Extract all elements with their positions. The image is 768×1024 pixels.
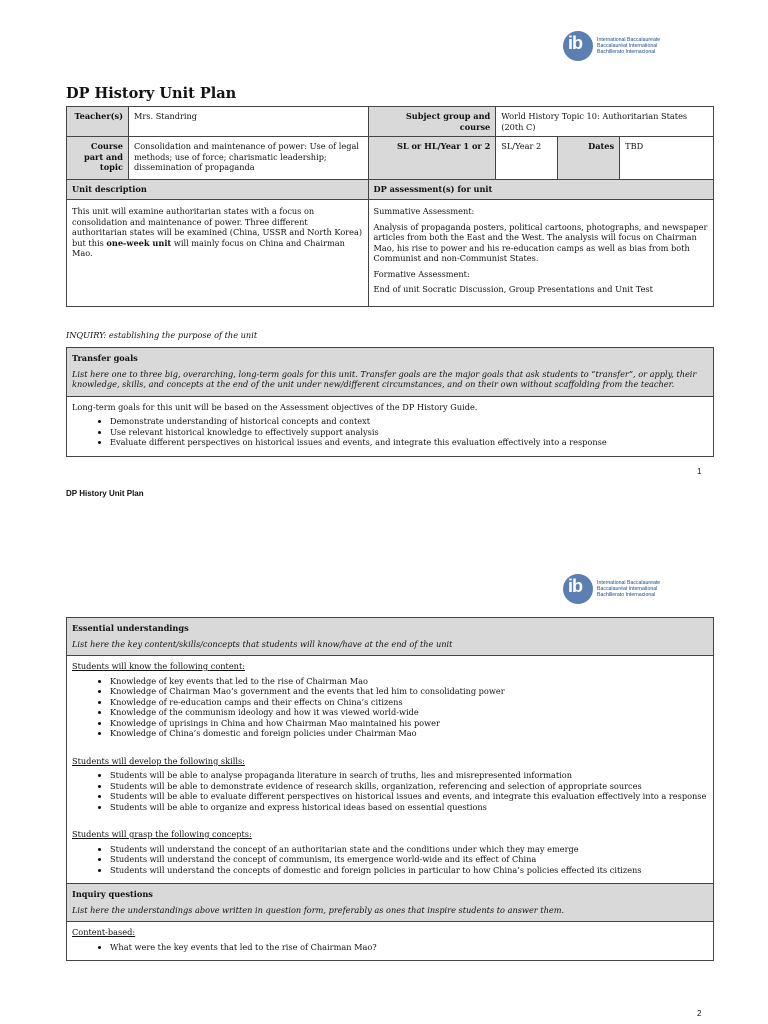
skills-label: Students will develop the following skills:: [72, 755, 245, 766]
subject-value: World History Topic 10: Authoritarian States (20th C): [496, 107, 714, 137]
subject-label: Subject group and course: [368, 107, 496, 137]
ib-logo-icon: [563, 574, 593, 604]
unit-description-text: This unit will examine authoritarian states with a focus on consolidation and maintenance of power. Three different authoritarian states will be examined (China, USSR and North Korea) but this one-week unit will mainly focus on China and Chairman Mao.: [67, 200, 369, 307]
inquiry-questions-body: [67, 922, 713, 960]
page-number: 2: [697, 1009, 702, 1018]
list-item: • Knowledge of Chairman Mao’s government and the events that led him to consolidating power: [110, 686, 708, 697]
inquiry-questions-list: [72, 942, 708, 953]
content-based-label: Content-based:: [72, 927, 136, 937]
inquiry-questions-header: [67, 883, 713, 922]
summative-text: Analysis of propaganda posters, political cartoons, photographs, and newspaper articles from both the East and the West. The analysis will focus on Chairman Mao, his rise to power and his re-education camps as well as bias from both Communist and non-Communist States.: [373, 221, 708, 263]
inquiry-heading: INQUIRY: establishing the purpose of the unit: [66, 330, 258, 340]
inquiry-questions-instructions: List here the understandings above written in question form, preferably as ones that inspire students to answer them.: [72, 904, 565, 915]
list-item: • Students will be able to organize and express historical ideas based on essential questions: [110, 802, 708, 813]
course-part-value: Consolidation and maintenance of power: Use of legal methods; use of force; charismatic leadership; dissemination of propaganda: [128, 137, 368, 180]
dates-value: TBD: [620, 137, 714, 180]
list-item: • Knowledge of key events that led to the rise of Chairman Mao: [110, 676, 708, 687]
list-item: • Knowledge of China’s domestic and foreign policies under Chairman Mao: [110, 728, 708, 739]
essential-understandings-body: [67, 656, 713, 883]
formative-label: Formative Assessment:: [373, 268, 470, 279]
content-label: Students will know the following content:: [72, 661, 245, 671]
ib-logo: [563, 31, 660, 61]
concepts-list: [72, 844, 708, 876]
essential-understandings-header: [67, 618, 713, 656]
ib-logo-text: International Baccalaureate Baccalauréat International Bachillerato Internacional: [597, 36, 661, 56]
teacher-label: Teacher(s): [67, 107, 129, 137]
content-list: [72, 676, 708, 739]
sl-hl-value: SL/Year 2: [496, 137, 558, 180]
essential-understandings-heading: Essential understandings: [72, 623, 189, 633]
list-item: • Students will be able to evaluate different perspectives on historical issues and events, and integrate this evaluation effectively into a response: [110, 791, 708, 802]
list-item: • Students will be able to analyse propaganda literature in search of truths, lies and misrepresented information: [110, 770, 708, 781]
course-part-label: Course part and topic: [67, 137, 129, 180]
list-item: • Students will understand the concept of communism, its emergence world-wide and its effect of China: [110, 854, 708, 865]
dates-label: Dates: [558, 137, 620, 180]
transfer-goals-box: [66, 347, 714, 457]
concepts-label: Students will grasp the following concepts:: [72, 829, 252, 839]
transfer-goals-heading: Transfer goals: [72, 353, 138, 363]
list-item: • What were the key events that led to the rise of Chairman Mao?: [110, 942, 708, 953]
transfer-goals-body: [67, 397, 713, 456]
list-item: • Evaluate different perspectives on historical issues and events, and integrate this evaluation effectively into a response: [110, 437, 708, 448]
summative-label: Summative Assessment:: [373, 206, 475, 216]
unit-length-emphasis: one-week unit: [106, 237, 172, 248]
list-item: • Use relevant historical knowledge to effectively support analysis: [110, 427, 708, 438]
assessment-details: [368, 200, 714, 307]
ib-logo-icon: [563, 31, 593, 61]
assessment-label: DP assessment(s) for unit: [368, 180, 714, 200]
inquiry-questions-heading: Inquiry questions: [72, 889, 153, 899]
skills-list: [72, 770, 708, 812]
ib-logo: [563, 574, 660, 604]
list-item: • Knowledge of uprisings in China and how Chairman Mao maintained his power: [110, 718, 708, 729]
list-item: • Knowledge of re-education camps and their effects on China’s citizens: [110, 697, 708, 708]
page-number: 1: [697, 467, 702, 476]
ib-logo-text: International Baccalaureate Baccalauréat International Bachillerato Internacional: [597, 579, 661, 599]
essential-understandings-instructions: List here the key content/skills/concepts that students will know/have at the end of the unit: [72, 638, 453, 649]
unit-description-label: Unit description: [67, 180, 369, 200]
list-item: • Knowledge of the communism ideology and how it was viewed world-wide: [110, 707, 708, 718]
list-item: • Students will be able to demonstrate evidence of research skills, organization, referencing and selection of appropriate sources: [110, 781, 708, 792]
sl-hl-label: SL or HL/Year 1 or 2: [368, 137, 496, 180]
formative-text: End of unit Socratic Discussion, Group Presentations and Unit Test: [373, 284, 653, 294]
running-head: DP History Unit Plan: [66, 489, 144, 498]
list-item: • Students will understand the concept of an authoritarian state and the conditions under which they may emerge: [110, 844, 708, 855]
transfer-goals-list: [72, 416, 708, 448]
unit-info-table: [66, 106, 714, 307]
transfer-goals-instructions: List here one to three big, overarching, long-term goals for this unit. Transfer goals are the major goals that ask students to “transfer”, or apply, their knowledge, skills, and concepts at the end of the unit under new/different circumstances, and on their own without scaffolding from the teacher.: [72, 368, 697, 389]
list-item: • Demonstrate understanding of historical concepts and context: [110, 416, 708, 427]
transfer-goals-header: [67, 348, 713, 397]
list-item: • Students will understand the concepts of domestic and foreign policies in particular to how China’s policies effected its citizens: [110, 865, 708, 876]
transfer-goals-intro: Long-term goals for this unit will be based on the Assessment objectives of the DP History Guide.: [72, 401, 478, 412]
teacher-value: Mrs. Standring: [128, 107, 368, 137]
essential-understandings-box: [66, 617, 714, 961]
document-title: DP History Unit Plan: [66, 85, 237, 102]
